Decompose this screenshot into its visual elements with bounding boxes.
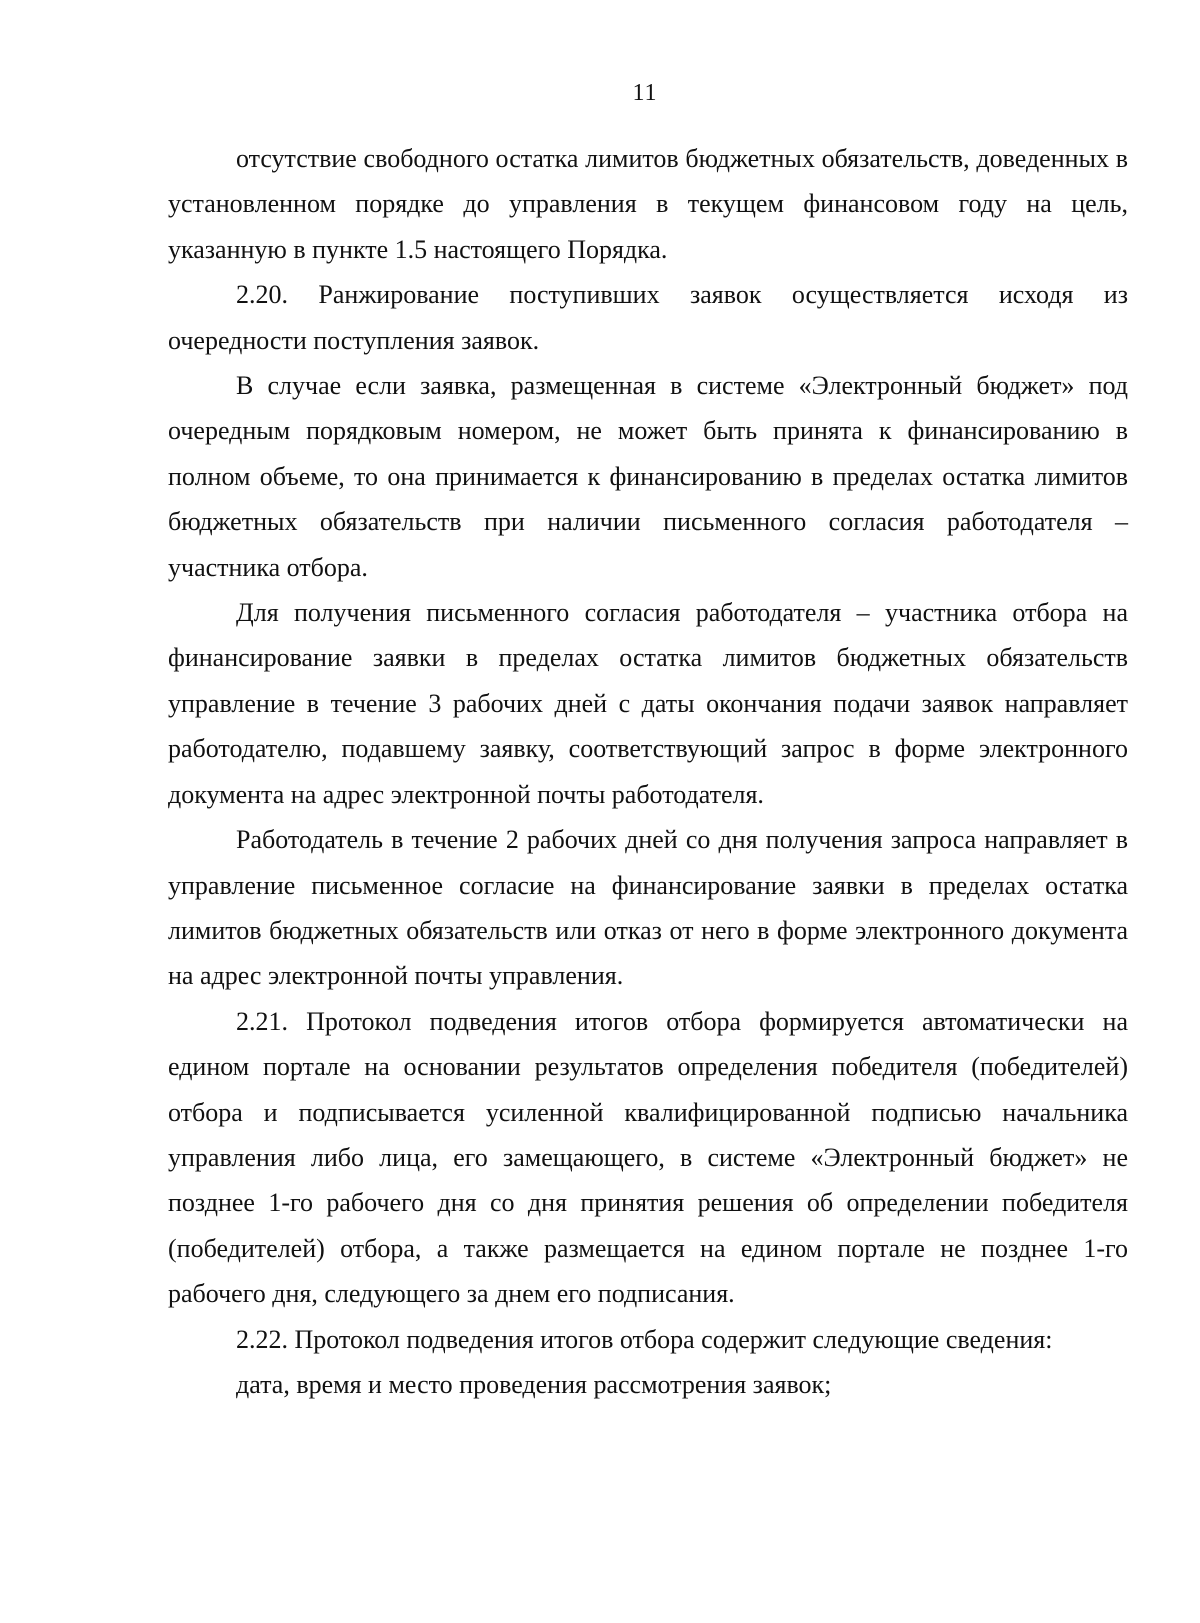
paragraph-4: Для получения письменного согласия работодателя – участника отбора на финансирование заявки в пределах остатка лимитов бюджетных обязательств управление в течение 3 рабочих дней с даты окончания подачи заявок направляет работодателю, подавшему заявку, соответствующий запрос в форме электронного документа на адрес электронной почты работодателя. (168, 598, 1128, 809)
paragraph-2-21: 2.21. Протокол подведения итогов отбора формируется автоматически на едином портале на основании результатов определения победителя (победителей) отбора и подписывается усиленной квалифицированной подписью начальника управления либо лица, его замещающего, в системе «Электронный бюджет» не позднее 1-го рабочего дня со дня принятия решения об определении победителя (победителей) отбора, а также размещается на едином портале не позднее 1-го рабочего дня, следующего за днем его подписания. (168, 1006, 1128, 1309)
page-number: 11 (632, 80, 658, 106)
paragraph-2-20: 2.20. Ранжирование поступивших заявок осуществляется исходя из очередности поступления заявок. (168, 280, 1128, 355)
paragraph-1: отсутствие свободного остатка лимитов бюджетных обязательств, доведенных в установленном порядке до управления в текущем финансовом году на цель, указанную в пункте 1.5 настоящего Порядка. (168, 144, 1128, 264)
paragraph-list-item: дата, время и место проведения рассмотрения заявок; (236, 1369, 832, 1399)
paragraph-2-22: 2.22. Протокол подведения итогов отбора содержит следующие сведения: (236, 1324, 1053, 1354)
body-text (168, 136, 1128, 1407)
paragraph-5: Работодатель в течение 2 рабочих дней со дня получения запроса направляет в управление письменное согласие на финансирование заявки в пределах остатка лимитов бюджетных обязательств или отказ от него в форме электронного документа на адрес электронной почты управления. (168, 825, 1128, 991)
paragraph-3: В случае если заявка, размещенная в системе «Электронный бюджет» под очередным порядковым номером, не может быть принята к финансированию в полном объеме, то она принимается к финансированию в пределах остатка лимитов бюджетных обязательств при наличии письменного согласия работодателя – участника отбора. (168, 371, 1128, 582)
